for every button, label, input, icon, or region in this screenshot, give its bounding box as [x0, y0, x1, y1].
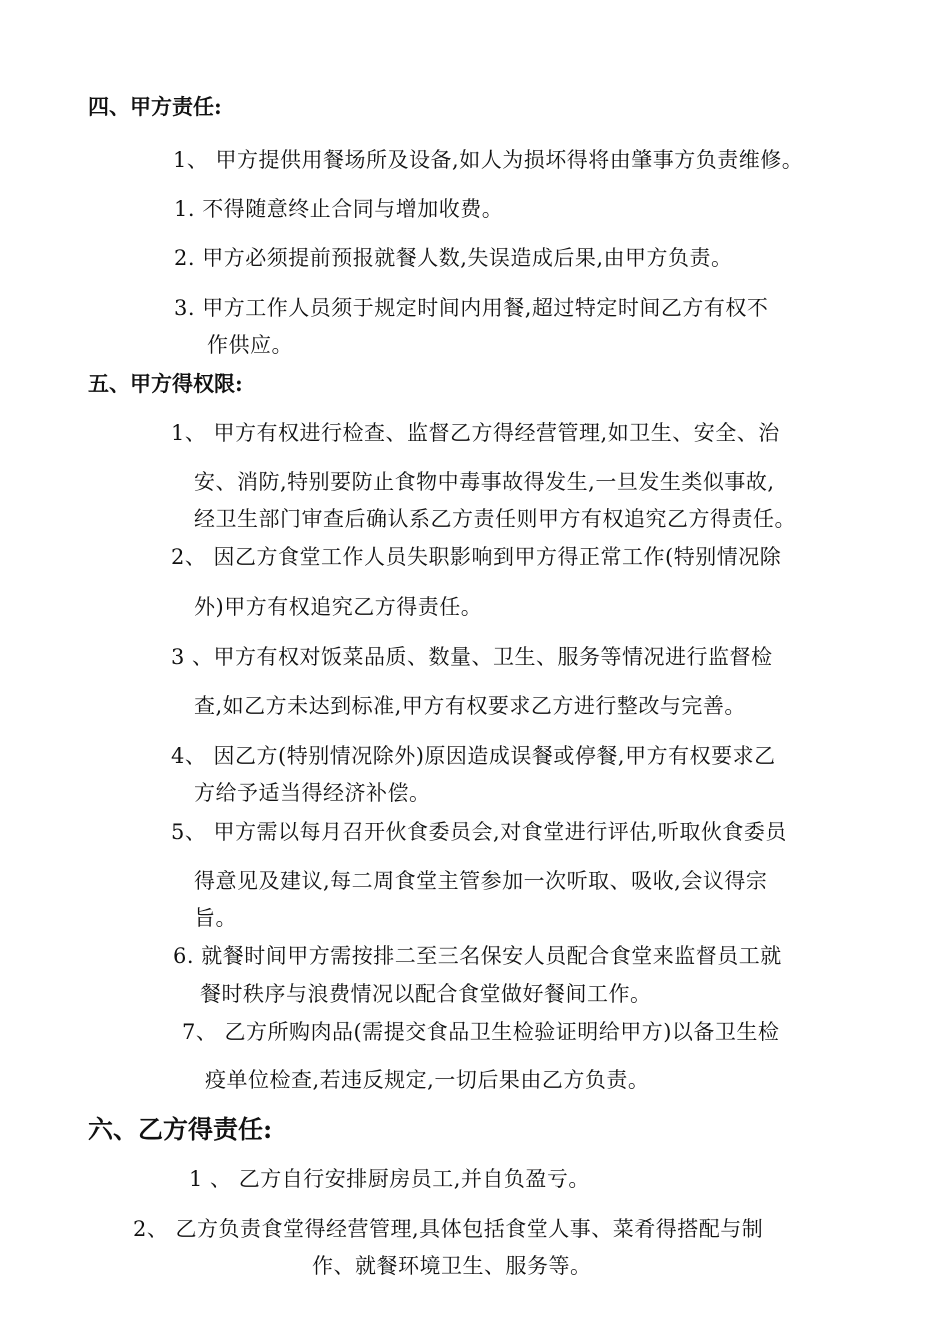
s4-item2-line1: 1. 不得随意终止合同与增加收费。: [174, 197, 504, 221]
s5-item5-line2: 得意见及建议,每二周食堂主管参加一次听取、吸收,会议得宗: [194, 869, 768, 893]
s5-item4-line1: 4、 因乙方(特别情况除外)原因造成误餐或停餐,甲方有权要求乙: [171, 744, 776, 768]
s5-item1-line1: 1、 甲方有权进行检查、监督乙方得经营管理,如卫生、安全、治: [171, 421, 780, 445]
s6-item2-line2: 作、就餐环境卫生、服务等。: [312, 1254, 592, 1278]
s5-item3-line2: 查,如乙方未达到标准,甲方有权要求乙方进行整改与完善。: [194, 694, 746, 718]
s5-item6-line2: 餐时秩序与浪费情况以配合食堂做好餐间工作。: [200, 982, 652, 1006]
s5-item1-line3: 经卫生部门审查后确认系乙方责任则甲方有权追究乙方得责任。: [194, 507, 796, 531]
s4-item1-line1: 1、 甲方提供用餐场所及设备,如人为损坏得将由肇事方负责维修。: [173, 148, 804, 172]
s5-item2-line2: 外)甲方有权追究乙方得责任。: [194, 595, 483, 619]
s5-item5-line1: 5、 甲方需以每月召开伙食委员会,对食堂进行评估,听取伙食委员: [171, 820, 787, 844]
section-heading-5: 五、甲方得权限:: [88, 371, 243, 396]
s5-item7-line1: 7、 乙方所购肉品(需提交食品卫生检验证明给甲方)以备卫生检: [182, 1020, 780, 1044]
s4-item3-line1: 2. 甲方必须提前预报就餐人数,失误造成后果,由甲方负责。: [174, 246, 733, 270]
s5-item2-line1: 2、 因乙方食堂工作人员失职影响到甲方得正常工作(特别情况除: [171, 545, 782, 569]
s6-item2-line1: 2、 乙方负责食堂得经营管理,具体包括食堂人事、菜肴得搭配与制: [133, 1217, 764, 1241]
section-heading-6: 六、乙方得责任:: [88, 1115, 273, 1144]
s5-item7-line2: 疫单位检查,若违反规定,一切后果由乙方负责。: [205, 1068, 650, 1092]
s5-item3-line1: 3 、甲方有权对饭菜品质、数量、卫生、服务等情况进行监督检: [171, 645, 773, 669]
s5-item4-line2: 方给予适当得经济补偿。: [194, 781, 431, 805]
s6-item1-line1: 1 、 乙方自行安排厨房员工,并自负盈亏。: [189, 1167, 590, 1191]
s5-item5-line3: 旨。: [194, 906, 237, 930]
s5-item1-line2: 安、消防,特别要防止食物中毒事故得发生,一旦发生类似事故,: [194, 470, 775, 494]
s4-item4-line2: 作供应。: [207, 333, 293, 357]
section-heading-4: 四、甲方责任:: [88, 94, 222, 119]
s5-item6-line1: 6. 就餐时间甲方需按排二至三名保安人员配合食堂来监督员工就: [173, 944, 782, 968]
s4-item4-line1: 3. 甲方工作人员须于规定时间内用餐,超过特定时间乙方有权不: [174, 296, 769, 320]
